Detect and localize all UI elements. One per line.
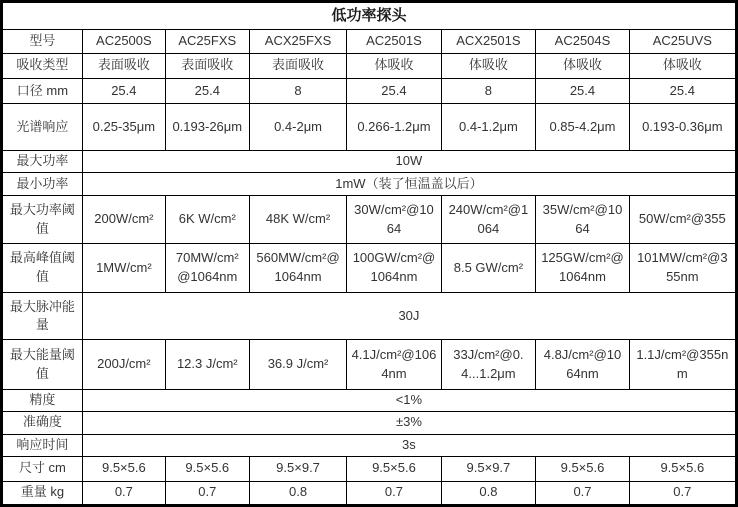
spec-value: 0.85-4.2μm bbox=[536, 103, 629, 150]
row-label: 最大功率阈值 bbox=[2, 196, 83, 244]
row-label-model: 型号 bbox=[2, 29, 83, 53]
spec-value: 0.7 bbox=[629, 481, 736, 505]
table-title: 低功率探头 bbox=[2, 2, 737, 30]
row-label: 光谱响应 bbox=[2, 103, 83, 150]
spec-value: 1.1J/cm²@355nm bbox=[629, 340, 736, 389]
spec-value: 表面吸收 bbox=[165, 53, 249, 78]
spec-value: 70MW/cm²@1064nm bbox=[165, 244, 249, 293]
table-row bbox=[2, 151, 737, 173]
spec-value: 9.5×5.6 bbox=[629, 456, 736, 481]
spec-value: 0.7 bbox=[165, 481, 249, 505]
spec-value: 25.4 bbox=[629, 78, 736, 103]
spec-value: 4.1J/cm²@1064nm bbox=[347, 340, 441, 389]
spec-value: 0.8 bbox=[441, 481, 536, 505]
table-row bbox=[2, 293, 737, 340]
table-row bbox=[2, 103, 737, 150]
spec-value: 0.4-1.2μm bbox=[441, 103, 536, 150]
spec-value: 6K W/cm² bbox=[165, 196, 249, 244]
table-title-row bbox=[2, 2, 737, 30]
spec-value: 体吸收 bbox=[347, 53, 441, 78]
table-row bbox=[2, 244, 737, 293]
spec-value: 9.5×5.6 bbox=[82, 456, 165, 481]
spec-value: 4.8J/cm²@1064nm bbox=[536, 340, 629, 389]
table-row bbox=[2, 53, 737, 78]
model-name: AC2500S bbox=[82, 29, 165, 53]
spec-value: 36.9 J/cm² bbox=[249, 340, 347, 389]
spec-value: 240W/cm²@1064 bbox=[441, 196, 536, 244]
table-row bbox=[2, 196, 737, 244]
spec-value: 0.193-0.36μm bbox=[629, 103, 736, 150]
spec-value: 200W/cm² bbox=[82, 196, 165, 244]
spec-value: 33J/cm²@0.4...1.2μm bbox=[441, 340, 536, 389]
row-label: 最高峰值阈值 bbox=[2, 244, 83, 293]
spec-value-merged: 3s bbox=[82, 434, 736, 456]
spec-value-merged: 30J bbox=[82, 293, 736, 340]
model-name: ACX2501S bbox=[441, 29, 536, 53]
table-row bbox=[2, 389, 737, 411]
row-label: 响应时间 bbox=[2, 434, 83, 456]
spec-value: 25.4 bbox=[536, 78, 629, 103]
model-name: AC25UVS bbox=[629, 29, 736, 53]
spec-value: 125GW/cm²@1064nm bbox=[536, 244, 629, 293]
model-name: AC25FXS bbox=[165, 29, 249, 53]
row-label: 最大功率 bbox=[2, 151, 83, 173]
spec-value: 0.193-26μm bbox=[165, 103, 249, 150]
spec-value: 体吸收 bbox=[441, 53, 536, 78]
spec-value: 25.4 bbox=[82, 78, 165, 103]
table-row bbox=[2, 78, 737, 103]
spec-value: 9.5×5.6 bbox=[347, 456, 441, 481]
spec-value: 12.3 J/cm² bbox=[165, 340, 249, 389]
spec-value: 0.25-35μm bbox=[82, 103, 165, 150]
spec-value: 25.4 bbox=[165, 78, 249, 103]
spec-value: 体吸收 bbox=[629, 53, 736, 78]
row-label: 准确度 bbox=[2, 411, 83, 434]
spec-value: 560MW/cm²@1064nm bbox=[249, 244, 347, 293]
spec-value: 9.5×5.6 bbox=[165, 456, 249, 481]
spec-value: 表面吸收 bbox=[249, 53, 347, 78]
row-label: 最大能量阈值 bbox=[2, 340, 83, 389]
table-row bbox=[2, 434, 737, 456]
spec-value: 0.7 bbox=[347, 481, 441, 505]
spec-value: 101MW/cm²@355nm bbox=[629, 244, 736, 293]
model-header-row bbox=[2, 29, 737, 53]
row-label: 吸收类型 bbox=[2, 53, 83, 78]
spec-value: 9.5×9.7 bbox=[441, 456, 536, 481]
spec-value: 48K W/cm² bbox=[249, 196, 347, 244]
table-row bbox=[2, 411, 737, 434]
model-name: AC2504S bbox=[536, 29, 629, 53]
spec-value: 体吸收 bbox=[536, 53, 629, 78]
model-name: ACX25FXS bbox=[249, 29, 347, 53]
spec-value: 200J/cm² bbox=[82, 340, 165, 389]
spec-value: 50W/cm²@355 bbox=[629, 196, 736, 244]
row-label: 口径 mm bbox=[2, 78, 83, 103]
spec-value: 1MW/cm² bbox=[82, 244, 165, 293]
row-label: 最大脉冲能量 bbox=[2, 293, 83, 340]
spec-value: 8 bbox=[441, 78, 536, 103]
spec-value-merged: ±3% bbox=[82, 411, 736, 434]
spec-value: 表面吸收 bbox=[82, 53, 165, 78]
table-row bbox=[2, 481, 737, 505]
spec-value: 9.5×9.7 bbox=[249, 456, 347, 481]
spec-value: 0.8 bbox=[249, 481, 347, 505]
spec-value: 8.5 GW/cm² bbox=[441, 244, 536, 293]
spec-value: 0.266-1.2μm bbox=[347, 103, 441, 150]
spec-value-merged: 1mW（装了恒温盖以后） bbox=[82, 173, 736, 196]
model-name: AC2501S bbox=[347, 29, 441, 53]
table-row bbox=[2, 340, 737, 389]
row-label: 尺寸 cm bbox=[2, 456, 83, 481]
spec-value: 35W/cm²@1064 bbox=[536, 196, 629, 244]
spec-value-merged: 10W bbox=[82, 151, 736, 173]
spec-value-merged: <1% bbox=[82, 389, 736, 411]
row-label: 最小功率 bbox=[2, 173, 83, 196]
table-row bbox=[2, 456, 737, 481]
spec-value: 9.5×5.6 bbox=[536, 456, 629, 481]
row-label: 重量 kg bbox=[2, 481, 83, 505]
spec-value: 0.4-2μm bbox=[249, 103, 347, 150]
spec-value: 30W/cm²@1064 bbox=[347, 196, 441, 244]
row-label: 精度 bbox=[2, 389, 83, 411]
spec-value: 25.4 bbox=[347, 78, 441, 103]
spec-value: 100GW/cm²@1064nm bbox=[347, 244, 441, 293]
spec-value: 8 bbox=[249, 78, 347, 103]
spec-value: 0.7 bbox=[536, 481, 629, 505]
spec-value: 0.7 bbox=[82, 481, 165, 505]
table-row bbox=[2, 173, 737, 196]
